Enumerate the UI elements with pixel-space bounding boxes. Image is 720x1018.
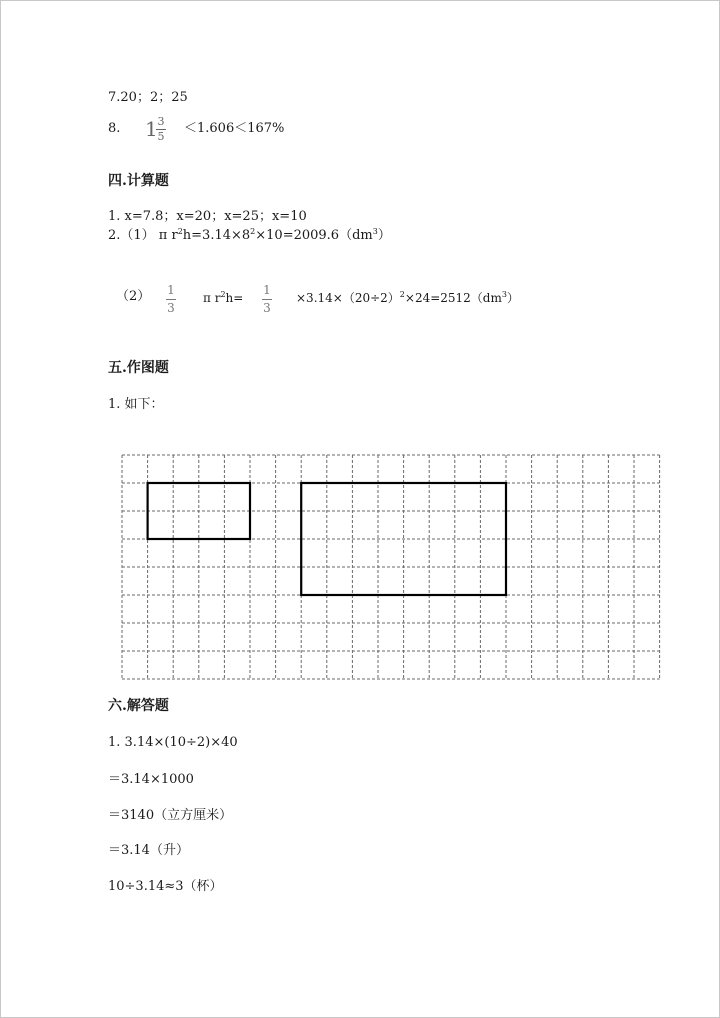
unit-exponent: 3 <box>372 227 378 236</box>
h-equals: h= <box>225 291 244 305</box>
exponent: 2 <box>177 227 183 236</box>
calc-line-2-end: ×10=2009.6（dm <box>255 228 373 243</box>
calc-line-2-close: ） <box>377 228 391 243</box>
calc-line-3-label: （2） <box>116 289 151 304</box>
solution-line-1: 1. 3.14×(10÷2)×40 <box>108 735 238 750</box>
fraction-denominator: 5 <box>157 130 165 143</box>
drawing-line-1: 1. 如下： <box>108 397 164 412</box>
fraction-denominator: 3 <box>167 301 175 315</box>
fraction-denominator: 3 <box>263 301 271 315</box>
calc-part-1: ×3.14×（20÷2） <box>296 291 400 305</box>
solution-line-5: 10÷3.14≈3（杯） <box>108 879 223 894</box>
answer-item-8-number: 8. <box>108 121 121 136</box>
calc-close: ） <box>506 291 519 305</box>
fraction-numerator: 1 <box>263 283 271 297</box>
solution-line-4: ＝3.14（升） <box>108 843 189 858</box>
calc-line-1: 1. x=7.8；x=20；x=25；x=10 <box>108 209 307 224</box>
pi-r: π r <box>203 291 221 305</box>
exponent: 2 <box>399 290 405 299</box>
exponent: 2 <box>250 227 256 236</box>
exponent: 2 <box>220 290 226 299</box>
calc-line-2-mid: h=3.14×8 <box>182 228 251 243</box>
solution-line-3: ＝3140（立方厘米） <box>108 808 233 823</box>
solution-line-2: ＝3.14×1000 <box>108 772 194 787</box>
section-4-title: 四.计算题 <box>108 173 169 189</box>
answer-item-8-comparison: ＜1.606＜167% <box>184 121 285 136</box>
answer-item-7: 7.20；2；25 <box>108 90 188 105</box>
section-6-title: 六.解答题 <box>108 698 169 714</box>
calc-part-2: ×24=2512（dm <box>404 291 502 305</box>
section-5-title: 五.作图题 <box>108 360 169 376</box>
mixed-number-whole: 1 <box>145 117 158 141</box>
calc-line-2-prefix: 2.（1） π r <box>108 228 178 243</box>
fraction-numerator: 3 <box>157 115 165 128</box>
unit-exponent: 3 <box>501 290 507 299</box>
fraction-numerator: 1 <box>167 283 175 297</box>
